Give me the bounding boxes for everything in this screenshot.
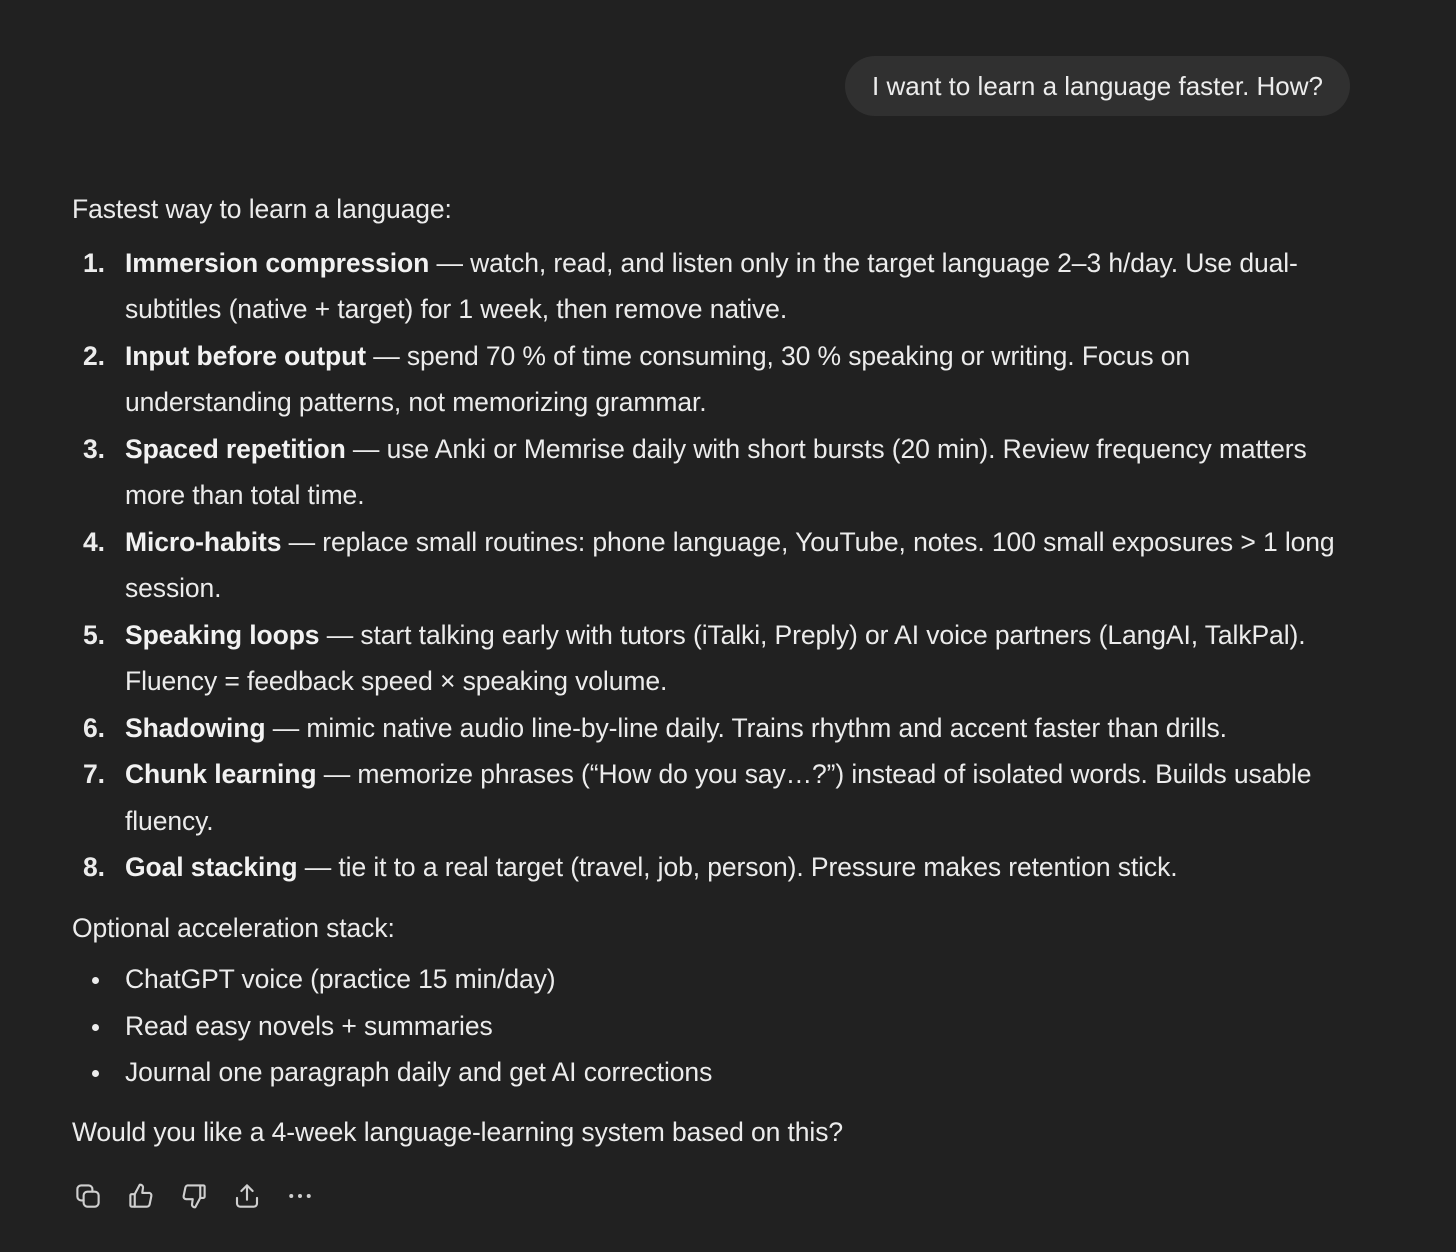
step-text: — start talking early with tutors (iTalki, Preply) or AI voice partners (LangAI, TalkPal). Fluency = feedback speed × speaking volume. xyxy=(125,619,1306,696)
list-item xyxy=(72,751,1362,844)
step-title: Chunk learning xyxy=(125,759,317,789)
bullet-icon xyxy=(92,1024,99,1031)
optional-stack-list xyxy=(72,956,1362,1096)
thumbs-up-icon xyxy=(126,1181,156,1211)
message-actions xyxy=(70,1178,318,1214)
step-title: Shadowing xyxy=(125,712,266,743)
list-number: 7. xyxy=(83,759,105,789)
good-response-button[interactable] xyxy=(123,1178,159,1214)
step-title: Speaking loops xyxy=(125,619,320,650)
step-text: — tie it to a real target (travel, job, person). Pressure makes retention stick. xyxy=(297,852,1178,882)
step-text: — memorize phrases (“How do you say…?”) instead of isolated words. Builds usable fluency. xyxy=(125,759,1312,836)
thumbs-down-icon xyxy=(179,1181,209,1211)
bullet-text: ChatGPT voice (practice 15 min/day) xyxy=(125,964,556,994)
list-number: 2. xyxy=(83,340,105,371)
copy-icon xyxy=(73,1181,103,1211)
list-item xyxy=(72,333,1362,426)
step-text: — mimic native audio line-by-line daily. Trains rhythm and accent faster than drills. xyxy=(265,712,1227,743)
list-number: 1. xyxy=(83,247,105,278)
step-text: — spend 70 % of time consuming, 30 % speaking or writing. Focus on understanding patterns, not memorizing grammar. xyxy=(125,340,1191,417)
step-title: Immersion compression xyxy=(125,247,430,278)
user-message-bubble: I want to learn a language faster. How? xyxy=(845,56,1350,116)
list-item xyxy=(72,240,1362,333)
bad-response-button[interactable] xyxy=(176,1178,212,1214)
list-item xyxy=(72,705,1362,752)
list-item xyxy=(72,956,1362,1003)
step-title: Goal stacking xyxy=(125,852,298,882)
list-number: 6. xyxy=(83,712,105,743)
list-number: 5. xyxy=(83,619,105,650)
share-icon xyxy=(232,1181,262,1211)
list-item xyxy=(72,1049,1362,1096)
bullet-text: Read easy novels + summaries xyxy=(125,1010,493,1041)
list-item xyxy=(72,1003,1362,1050)
step-title: Spaced repetition xyxy=(125,433,346,464)
assistant-intro: Fastest way to learn a language: xyxy=(72,194,452,224)
assistant-closing: Would you like a 4-week language-learning system based on this? xyxy=(72,1116,843,1147)
share-button[interactable] xyxy=(229,1178,265,1214)
step-text: — use Anki or Memrise daily with short bursts (20 min). Review frequency matters more than total time. xyxy=(125,433,1307,510)
list-item xyxy=(72,426,1362,519)
list-item xyxy=(72,612,1362,705)
list-number: 8. xyxy=(83,852,105,882)
bullet-text: Journal one paragraph daily and get AI corrections xyxy=(125,1057,713,1087)
step-title: Input before output xyxy=(125,340,366,371)
more-icon xyxy=(285,1181,315,1211)
list-item xyxy=(72,844,1362,891)
bullet-icon xyxy=(92,977,99,984)
list-number: 4. xyxy=(83,526,105,557)
step-text: — watch, read, and listen only in the target language 2–3 h/day. Use dual-subtitles (native + target) for 1 week, then remove native. xyxy=(125,247,1298,324)
more-actions-button[interactable] xyxy=(282,1178,318,1214)
list-item xyxy=(72,519,1362,612)
steps-list xyxy=(72,240,1362,891)
assistant-message xyxy=(72,186,1362,1155)
bullet-icon xyxy=(92,1070,99,1077)
copy-button[interactable] xyxy=(70,1178,106,1214)
optional-stack-title: Optional acceleration stack: xyxy=(72,912,395,943)
step-title: Micro-habits xyxy=(125,526,282,557)
list-number: 3. xyxy=(83,433,105,464)
step-text: — replace small routines: phone language, YouTube, notes. 100 small exposures > 1 long session. xyxy=(125,526,1335,603)
